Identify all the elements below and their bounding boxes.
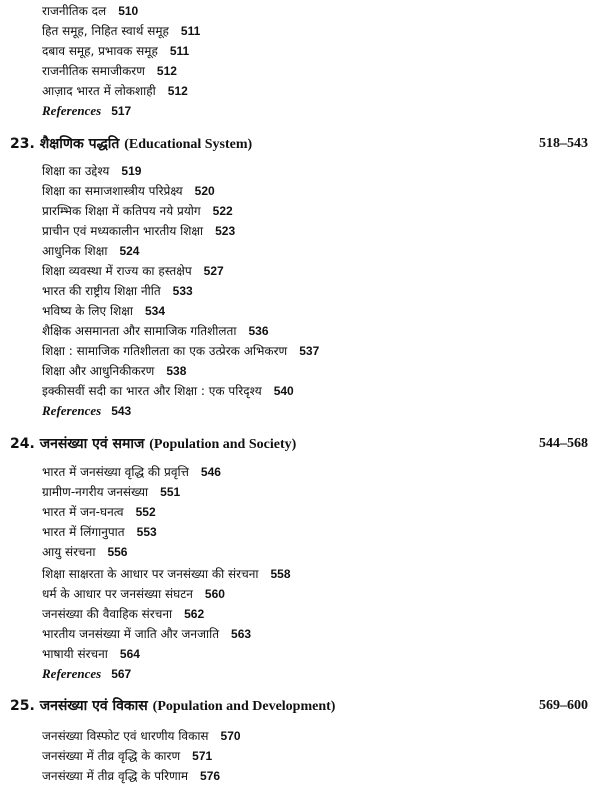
chapter-title-english: (Population and Society) xyxy=(149,437,297,452)
toc-entry: शैक्षिक असमानता और सामाजिक गतिशीलता 536 xyxy=(42,324,269,338)
toc-entry: भारत में जनसंख्या वृद्धि की प्रवृत्ति 546 xyxy=(42,465,221,479)
chapter-title-hindi: शैक्षणिक पद्धति xyxy=(39,136,120,152)
chapter-title-hindi: जनसंख्या एवं विकास xyxy=(39,698,148,714)
toc-entry: भारत में लिंगानुपात 553 xyxy=(42,525,157,539)
toc-entry: शिक्षा साक्षरता के आधार पर जनसंख्या की संरचना 558 xyxy=(42,567,291,581)
chapter-title xyxy=(10,134,252,155)
toc-entry: भारतीय जनसंख्या में जाति और जनजाति 563 xyxy=(42,627,252,641)
toc-entry: जनसंख्या में तीव्र वृद्धि के कारण 571 xyxy=(42,749,213,763)
chapter-number: 25. xyxy=(10,698,35,714)
toc-entry: राजनीतिक समाजीकरण 512 xyxy=(42,64,177,78)
toc-entry: भारत की राष्ट्रीय शिक्षा नीति 533 xyxy=(42,284,193,298)
references-entry: References 567 xyxy=(42,666,132,681)
toc-entry: भाषायी संरचना 564 xyxy=(42,647,140,661)
toc-entry: धर्म के आधार पर जनसंख्या संघटन 560 xyxy=(42,587,225,601)
chapter-heading xyxy=(10,134,588,154)
toc-entry: ग्रामीण-नगरीय जनसंख्या 551 xyxy=(42,485,181,499)
toc-entry: हित समूह, निहित स्वार्थ समूह 511 xyxy=(42,24,201,38)
toc-entry: भारत में जन-घनत्व 552 xyxy=(42,505,156,519)
references-entry: References 543 xyxy=(42,403,132,418)
toc-entry: आज़ाद भारत में लोकशाही 512 xyxy=(42,84,188,98)
chapter-number: 23. xyxy=(10,136,35,152)
chapter-page-range: 544–568 xyxy=(539,436,588,451)
toc-entry: प्राचीन एवं मध्यकालीन भारतीय शिक्षा 523 xyxy=(42,224,236,238)
toc-entry: शिक्षा व्यवस्था में राज्य का हस्तक्षेप 527 xyxy=(42,264,224,278)
chapter-title xyxy=(10,696,335,717)
chapter-heading xyxy=(10,696,588,716)
chapter-title-english: (Population and Development) xyxy=(152,699,336,714)
toc-entry: शिक्षा का उद्देश्य 519 xyxy=(42,164,142,178)
chapter-title-english: (Educational System) xyxy=(124,137,253,152)
toc-entry: आधुनिक शिक्षा 524 xyxy=(42,244,140,258)
chapter-number: 24. xyxy=(10,436,35,452)
toc-entry: राजनीतिक दल 510 xyxy=(42,4,139,18)
toc-entry: जनसंख्या विस्फोट एवं धारणीय विकास 570 xyxy=(42,729,241,743)
toc-entry: शिक्षा और आधुनिकीकरण 538 xyxy=(42,364,187,378)
toc-entry: इक्कीसवीं सदी का भारत और शिक्षा : एक परिदृश्य 540 xyxy=(42,384,294,398)
toc-entry: जनसंख्या में तीव्र वृद्धि के परिणाम 576 xyxy=(42,769,221,783)
references-entry: References 517 xyxy=(42,103,132,118)
toc-entry: शिक्षा : सामाजिक गतिशीलता का एक उत्प्रेरक अभिकरण 537 xyxy=(42,344,320,358)
toc-entry: प्रारम्भिक शिक्षा में कतिपय नये प्रयोग 522 xyxy=(42,204,233,218)
chapter-page-range: 518–543 xyxy=(539,136,588,151)
toc-entry: आयु संरचना 556 xyxy=(42,545,128,559)
toc-entry: शिक्षा का समाजशास्त्रीय परिप्रेक्ष्य 520 xyxy=(42,184,215,198)
toc-entry: दबाव समूह, प्रभावक समूह 511 xyxy=(42,44,190,58)
toc-entry: जनसंख्या की वैवाहिक संरचना 562 xyxy=(42,607,205,621)
toc-entry: भविष्य के लिए शिक्षा 534 xyxy=(42,304,165,318)
chapter-page-range: 569–600 xyxy=(539,698,588,713)
chapter-title-hindi: जनसंख्या एवं समाज xyxy=(39,436,145,452)
chapter-title xyxy=(10,434,296,455)
chapter-heading xyxy=(10,434,588,454)
